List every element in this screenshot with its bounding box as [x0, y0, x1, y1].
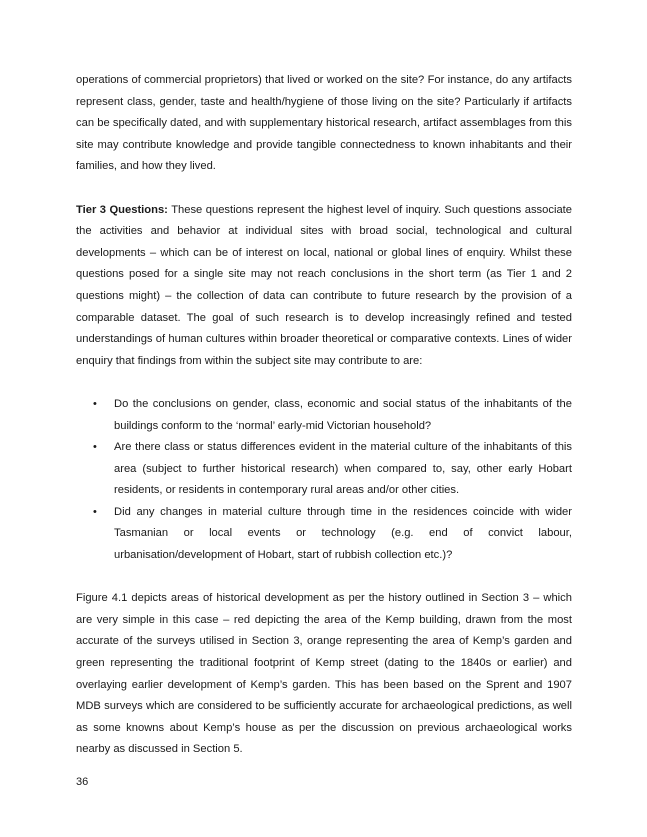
list-item-text: Did any changes in material culture through time in the residences coincide with wider Tasmanian or local events or technology (e.g. end of convict labour, urbanisation/development of Hobart, start of rubbish collection etc.)? [114, 505, 572, 562]
tier3-body: These questions represent the highest level of inquiry. Such questions associate the activities and behavior at individual sites with broad social, technological and cultural developments – which can be of interest on local, national or global lines of enquiry. Whilst these questions posed for a single site may not reach conclusions in the short term (as Tier 1 and 2 questions might) – the collection of data can contribute to future research by the provision of a comparable dataset. The goal of such research is to develop increasingly refined and tested understandings of human cultures within broader theoretical or comparative contexts. Lines of wider enquiry that findings from within the subject site may contribute to are: [76, 203, 573, 367]
bullet-icon: • [93, 505, 97, 518]
research-questions-list [76, 394, 572, 567]
intro-paragraph: operations of commercial proprietors) that lived or worked on the site? For instance, do any artifacts represent class, gender, taste and health/hygiene of those living on the site? Particularly if artifacts can be specifically dated, and with supplementary historical research, artifact assemblages from this site may contribute knowledge and provide tangible connectedness to known inhabitants and their families, and how they lived. [76, 74, 572, 173]
paragraph-spacer [76, 178, 572, 200]
list-item-text: Are there class or status differences evident in the material culture of the inhabitants of this area (subject to further historical research) when compared to, say, other early Hobart residents, or residents in contemporary rural areas and/or other cities. [114, 441, 572, 497]
page-number: 36 [76, 776, 89, 788]
paragraph-spacer [76, 567, 572, 589]
bullet-icon: • [93, 441, 97, 454]
list-item [76, 437, 572, 502]
document-page [76, 70, 572, 761]
tier3-heading: Tier 3 Questions: [76, 203, 168, 216]
tier3-paragraph [76, 200, 572, 373]
list-item-text: Do the conclusions on gender, class, economic and social status of the inhabitants of the buildings conform to the ‘normal’ early-mid Victorian household? [114, 397, 572, 432]
list-item [76, 502, 572, 567]
list-item [76, 394, 572, 437]
figure-paragraph: Figure 4.1 depicts areas of historical development as per the history outlined in Section 3 – which are very simple in this case – red depicting the area of the Kemp building, drawn from the most accurate of the surveys utilised in Section 3, orange representing the area of Kemp’s garden and green representing the traditional footprint of Kemp street (dating to the 1840s or earlier) and overlaying earlier development of Kemp’s garden. This has been based on the Sprent and 1907 MDB surveys which are considered to be sufficiently accurate for archaeological predictions, as well as some knowns about Kemp’s house as per the discussion on previous archaeological works nearby as discussed in Section 5. [76, 592, 572, 756]
paragraph-spacer [76, 372, 572, 394]
bullet-icon: • [93, 397, 97, 410]
